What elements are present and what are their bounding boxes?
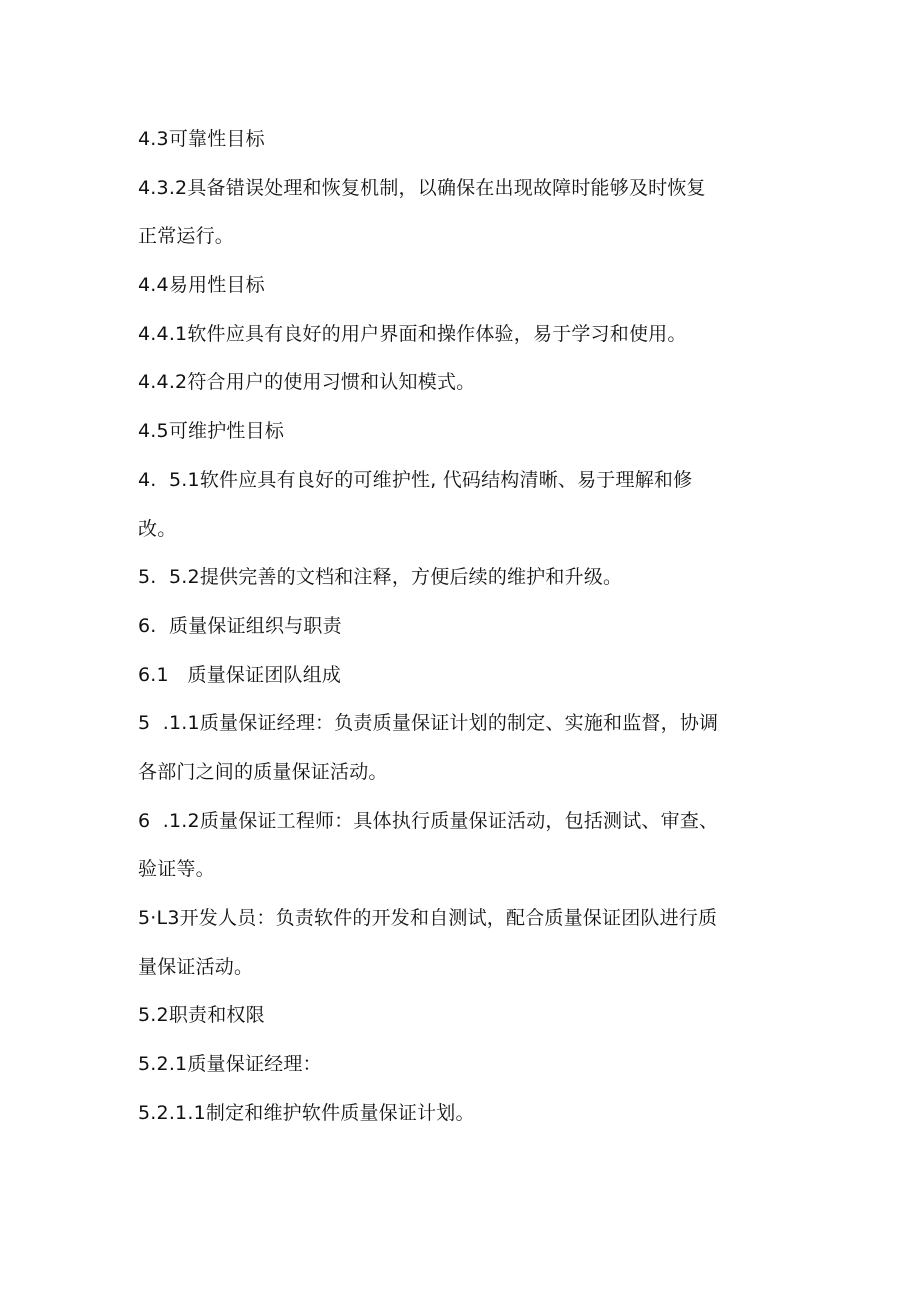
heading-6: 6. 质量保证组织与职责 <box>138 614 342 637</box>
document-body <box>138 115 798 1137</box>
paragraph-line: 5. 5.2提供完善的文档和注释，方便后续的维护和升级。 <box>138 566 623 589</box>
paragraph-line: 改。 <box>138 517 177 540</box>
paragraph-line: 4.4.2符合用户的使用习惯和认知模式。 <box>138 371 476 394</box>
paragraph-line: 4.3.2具备错误处理和恢复机制，以确保在出现故障时能够及时恢复 <box>138 176 706 199</box>
paragraph-line: 5·L3开发人员：负责软件的开发和自测试，配合质量保证团队进行质 <box>138 907 718 929</box>
heading-4-5: 4.5可维护性目标 <box>138 420 285 443</box>
paragraph-line: 4.4.1软件应具有良好的用户界面和操作体验，易于学习和使用。 <box>138 322 687 345</box>
paragraph-line: 验证等。 <box>138 858 215 881</box>
heading-4-4: 4.4易用性目标 <box>138 274 265 297</box>
paragraph-line: 5.2.1.1制定和维护软件质量保证计划。 <box>138 1101 475 1124</box>
paragraph-line: 5.2.1质量保证经理： <box>138 1053 322 1076</box>
paragraph-line: 各部门之间的质量保证活动。 <box>138 760 388 783</box>
heading-4-3: 4.3可靠性目标 <box>138 128 265 150</box>
heading-6-1: 6.1 质量保证团队组成 <box>138 663 342 686</box>
paragraph-line: 正常运行。 <box>138 225 235 248</box>
paragraph-line: 6 .1.2质量保证工程师：具体执行质量保证活动，包括测试、审查、 <box>138 809 719 832</box>
paragraph-line: 5 .1.1质量保证经理：负责质量保证计划的制定、实施和监督，协调 <box>138 712 719 735</box>
heading-5-2: 5.2职责和权限 <box>138 1004 265 1027</box>
paragraph-line: 4. 5.1软件应具有良好的可维护性, 代码结构清晰、易于理解和修 <box>138 468 693 491</box>
paragraph-line: 量保证活动。 <box>138 955 254 978</box>
